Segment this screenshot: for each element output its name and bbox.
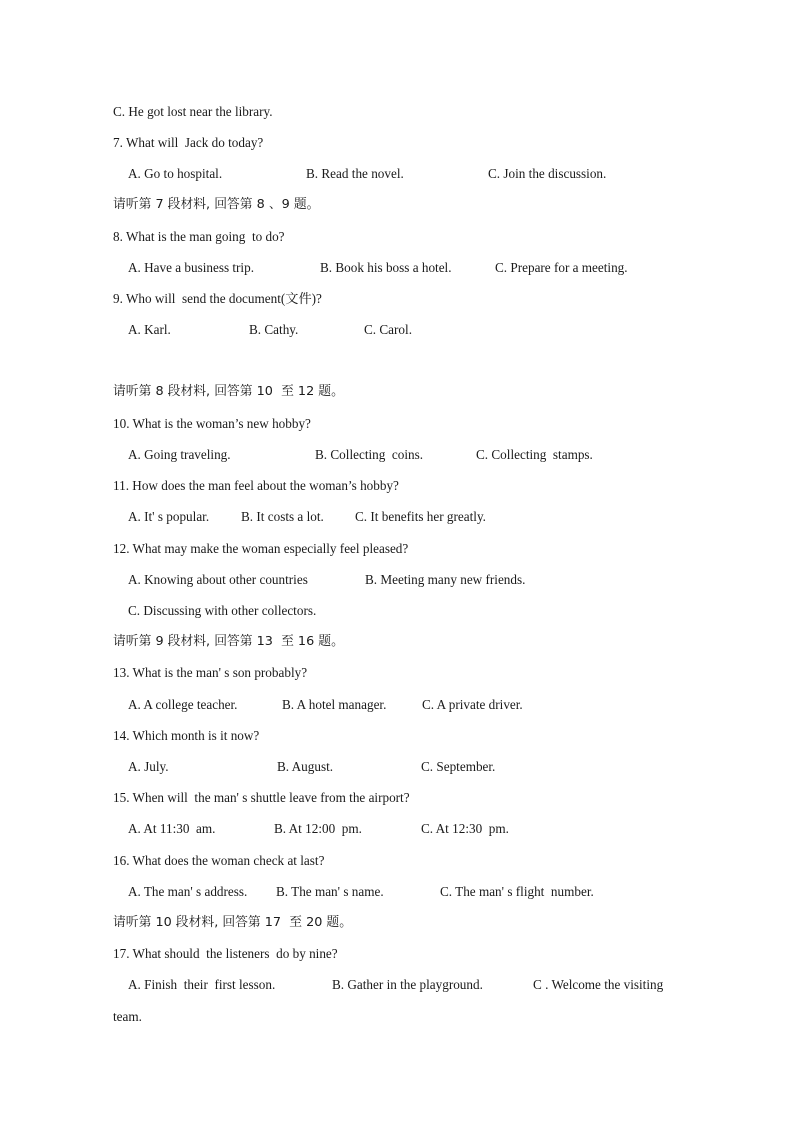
- q14-option-a: A. July.: [128, 759, 169, 774]
- q10-option-a: A. Going traveling.: [128, 447, 231, 462]
- q14-option-c: C. September.: [421, 759, 496, 774]
- q13-option-a: A. A college teacher.: [128, 697, 238, 712]
- q14-stem: 14. Which month is it now?: [113, 728, 260, 743]
- q7-option-b: B. Read the novel.: [306, 166, 404, 181]
- q9-option-a: A. Karl.: [128, 322, 171, 337]
- q17-option-c-continued: team.: [113, 1009, 142, 1024]
- q9-option-b: B. Cathy.: [249, 322, 299, 337]
- section-8-instruction: 请听第 8 段材料, 回答第 10 至 12 题。: [113, 384, 344, 399]
- q14-option-b: B. August.: [277, 759, 334, 774]
- q8-option-c: C. Prepare for a meeting.: [495, 260, 628, 275]
- q11-option-b: B. It costs a lot.: [241, 509, 324, 524]
- q8-option-a: A. Have a business trip.: [128, 260, 254, 275]
- q7-option-c: C. Join the discussion.: [488, 166, 607, 181]
- q16-option-c: C. The man' s flight number.: [440, 884, 594, 899]
- q13-stem: 13. What is the man' s son probably?: [113, 665, 308, 680]
- section-9-instruction: 请听第 9 段材料, 回答第 13 至 16 题。: [113, 634, 344, 649]
- q15-option-a: A. At 11:30 am.: [128, 821, 216, 836]
- q9-stem: 9. Who will send the document(文件)?: [113, 291, 322, 306]
- q12-option-c: C. Discussing with other collectors.: [128, 603, 317, 618]
- q13-option-b: B. A hotel manager.: [282, 697, 387, 712]
- q12-stem: 12. What may make the woman especially feel pleased?: [113, 541, 409, 556]
- q13-option-c: C. A private driver.: [422, 697, 523, 712]
- q11-stem: 11. How does the man feel about the woman’s hobby?: [113, 478, 399, 493]
- q17-option-a: A. Finish their first lesson.: [128, 977, 276, 992]
- q15-option-c: C. At 12:30 pm.: [421, 821, 509, 836]
- q17-option-c: C . Welcome the visiting: [533, 977, 664, 992]
- q8-option-b: B. Book his boss a hotel.: [320, 260, 452, 275]
- section-10-instruction: 请听第 10 段材料, 回答第 17 至 20 题。: [113, 915, 353, 930]
- q6-option-c: C. He got lost near the library.: [113, 104, 273, 119]
- q11-option-a: A. It' s popular.: [128, 509, 210, 524]
- q16-option-a: A. The man' s address.: [128, 884, 248, 899]
- q15-stem: 15. When will the man' s shuttle leave from the airport?: [113, 790, 410, 805]
- q16-option-b: B. The man' s name.: [276, 884, 384, 899]
- q17-option-b: B. Gather in the playground.: [332, 977, 483, 992]
- q10-option-b: B. Collecting coins.: [315, 447, 424, 462]
- q12-option-a: A. Knowing about other countries: [128, 572, 308, 587]
- q17-stem: 17. What should the listeners do by nine?: [113, 946, 338, 961]
- q7-option-a: A. Go to hospital.: [128, 166, 223, 181]
- q7-stem: 7. What will Jack do today?: [113, 135, 264, 150]
- q10-stem: 10. What is the woman’s new hobby?: [113, 416, 311, 431]
- q15-option-b: B. At 12:00 pm.: [274, 821, 362, 836]
- q9-option-c: C. Carol.: [364, 322, 412, 337]
- q10-option-c: C. Collecting stamps.: [476, 447, 593, 462]
- section-7-instruction: 请听第 7 段材料, 回答第 8 、9 题。: [113, 197, 320, 212]
- q8-stem: 8. What is the man going to do?: [113, 229, 285, 244]
- q16-stem: 16. What does the woman check at last?: [113, 853, 325, 868]
- q11-option-c: C. It benefits her greatly.: [355, 509, 486, 524]
- q12-option-b: B. Meeting many new friends.: [365, 572, 526, 587]
